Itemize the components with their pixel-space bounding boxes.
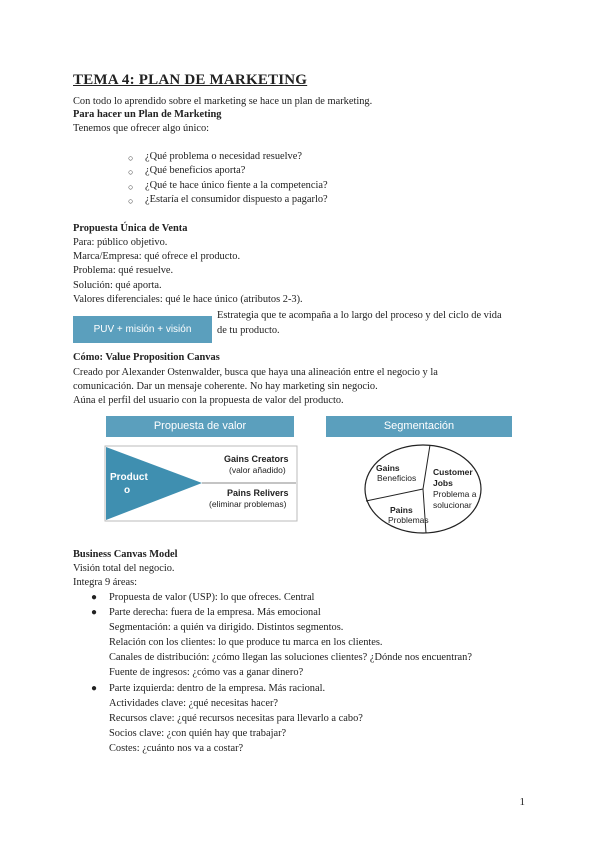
pains-sub: Problemas (388, 515, 429, 525)
circle-bullet-icon: ○ (128, 196, 134, 206)
product-label: Product (110, 472, 148, 483)
customer-jobs-label: Customer (433, 467, 473, 477)
sub-item: Relación con los clientes: lo que produce tu marca en los clientes. (109, 637, 383, 648)
sub-item: Segmentación: a quién va dirigido. Distintos segmentos. (109, 622, 344, 633)
sub-item: Socios clave: ¿con quién hay que trabajar? (109, 728, 287, 739)
bcm-intro: Integra 9 áreas: (73, 577, 138, 588)
vpc-text: Creado por Alexander Ostenwalder, busca que haya una alineación entre el negocio y la (73, 367, 438, 378)
sub-item: Recursos clave: ¿qué recursos necesitas para llevarlo a cabo? (109, 713, 363, 724)
puv-heading: Propuesta Única de Venta (73, 223, 188, 234)
gains-sub: Beneficios (377, 473, 417, 483)
vpc-heading: Cómo: Value Proposition Canvas (73, 352, 220, 363)
pains-relivers-sub: (eliminar problemas) (209, 499, 287, 509)
bcm-intro: Visión total del negocio. (73, 563, 175, 574)
circle-bullet-icon: ○ (128, 153, 134, 163)
customer-jobs-sub: Problema a (433, 489, 477, 499)
puv-item: Solución: qué aporta. (73, 280, 162, 291)
list-item: ¿Qué beneficios aporta? (145, 165, 246, 176)
list-item: Parte izquierda: dentro de la empresa. Más racional. (109, 683, 326, 694)
vpc-text: comunicación. Dar un mensaje coherente. No hay marketing sin negocio. (73, 381, 378, 392)
vpc-text: Aúna el perfil del usuario con la propuesta de valor del producto. (73, 395, 344, 406)
puv-item: Para: público objetivo. (73, 237, 168, 248)
puv-strategy-line: Estrategia que te acompaña a lo largo del proceso y del ciclo de vida (217, 310, 502, 321)
pains-label: Pains (390, 505, 413, 515)
bullet-icon: ● (91, 592, 98, 603)
bullet-icon: ● (91, 683, 98, 694)
sub-item: Costes: ¿cuánto nos va a costar? (109, 743, 244, 754)
list-item: Parte derecha: fuera de la empresa. Más emocional (109, 607, 321, 618)
puv-item: Valores diferenciales: qué le hace único (atributos 2-3). (73, 294, 303, 305)
puv-item: Marca/Empresa: qué ofrece el producto. (73, 251, 241, 262)
page-title: TEMA 4: PLAN DE MARKETING (73, 72, 308, 88)
list-item: ¿Qué problema o necesidad resuelve? (145, 151, 302, 162)
puv-formula-box: PUV + misión + visión (73, 316, 212, 343)
list-item: ¿Estaría el consumidor dispuesto a pagarlo? (145, 194, 328, 205)
puv-strategy-line: de tu producto. (217, 325, 280, 336)
gains-label: Gains (376, 463, 400, 473)
product-label-cont: o (124, 485, 131, 496)
circle-bullet-icon: ○ (128, 182, 134, 192)
list-item: ¿Qué te hace único fiente a la competencia? (145, 180, 328, 191)
page-number: 1 (519, 796, 525, 808)
puv-item: Problema: qué resuelve. (73, 265, 174, 276)
plan-lead: Tenemos que ofrecer algo único: (73, 123, 210, 134)
bcm-heading: Business Canvas Model (73, 549, 178, 560)
gains-creators-sub: (valor añadido) (229, 465, 286, 475)
segmentation-header: Segmentación (326, 416, 512, 437)
value-proposition-header: Propuesta de valor (106, 416, 294, 437)
sub-item: Fuente de ingresos: ¿cómo vas a ganar dinero? (109, 667, 304, 678)
intro-text: Con todo lo aprendido sobre el marketing se hace un plan de marketing. (73, 96, 373, 107)
pains-relivers-label: Pains Relivers (227, 488, 289, 498)
plan-heading: Para hacer un Plan de Marketing (73, 109, 222, 120)
circle-bullet-icon: ○ (128, 167, 134, 177)
sub-item: Actividades clave: ¿qué necesitas hacer? (109, 698, 279, 709)
divider-line (423, 445, 430, 489)
bullet-icon: ● (91, 607, 98, 618)
divider-line (366, 489, 423, 501)
customer-jobs-sub-cont: solucionar (433, 500, 472, 510)
list-item: Propuesta de valor (USP): lo que ofreces. Central (109, 592, 315, 603)
gains-creators-label: Gains Creators (224, 454, 289, 464)
customer-jobs-label-cont: Jobs (433, 478, 453, 488)
sub-item: Canales de distribución: ¿cómo llegan las soluciones clientes? ¿Dónde nos encuentran? (109, 652, 472, 663)
divider-line (423, 489, 426, 533)
